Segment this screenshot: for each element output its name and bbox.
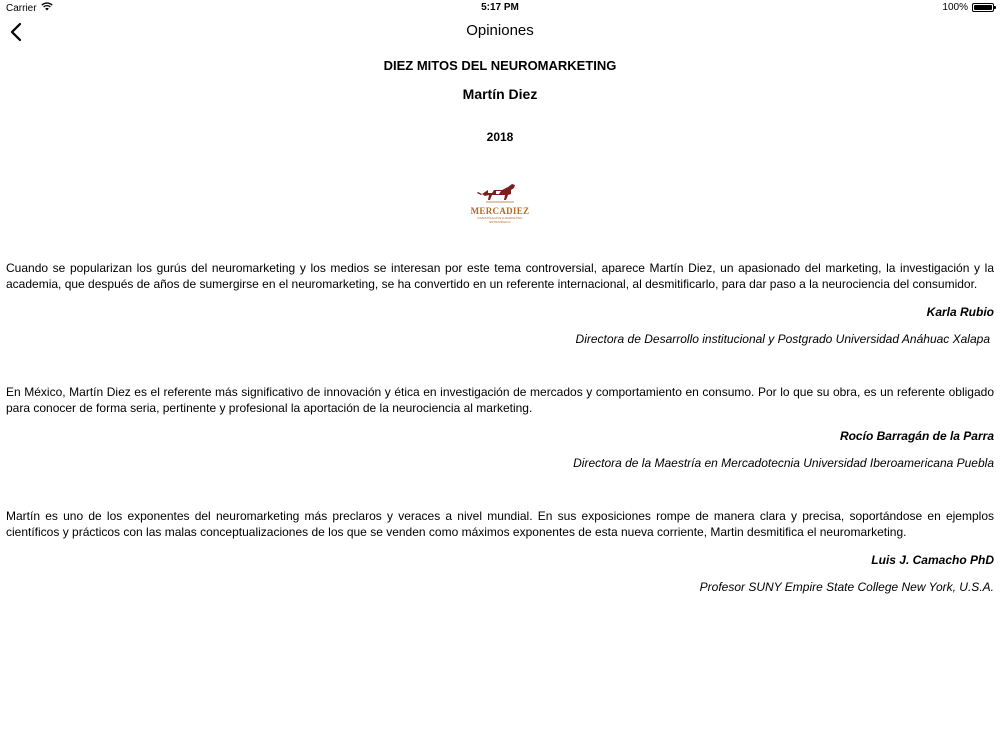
battery-icon [972,3,994,12]
logo-name: MERCADIEZ [470,206,530,216]
battery-percent: 100% [942,2,968,13]
page-title: Opiniones [466,22,534,39]
opinion-text: En México, Martín Diez es el referente más significativo de innovación y ética en investigación de mercados y comportamiento en consumo. Por lo que su obra, es un referente obligado para conocer de forma seria, pertinente y profesional la aportación de la neurociencia al marketing. [6,385,994,415]
opinion-author: Rocío Barragán de la Parra [839,429,994,443]
status-bar [0,0,1000,16]
opinion-text: Cuando se popularizan los gurús del neuromarketing y los medios se interesan por este tema controversial, aparece Martín Diez, un apasionado del marketing, la investigación y la academia, que después de años de sumergirse en el neuromarketing, se ha convertido en un referente internacional, al desmitificarlo, para dar paso a la neurociencia del consumidor. [6,261,994,291]
nav-bar [0,16,1000,48]
opinion-item [6,260,994,347]
book-year: 2018 [486,130,514,144]
logo-tagline: INVESTIGACIÓN & MARKETING ESTRATÉGICO [477,216,523,224]
opinion-author-role: Directora de Desarrollo institucional y Postgrado Universidad Anáhuac Xalapa [575,332,990,346]
opinion-text: Martín es uno de los exponentes del neuromarketing más preclaros y veraces a nivel mundial. En sus exposiciones rompe de manera clara y precisa, soportándose en ejemplos científicos y prácticos con las malas conceptualizaciones de los que se venden como máximos exponentes de esta nueva corriente, Martin desmitifica el neuromarketing. [6,509,994,539]
opinion-author-role: Profesor SUNY Empire State College New York, U.S.A. [699,580,994,594]
opinion-author: Luis J. Camacho PhD [871,553,994,567]
mercadiez-logo [468,178,532,224]
opinion-item [6,508,994,595]
status-right [942,2,994,13]
status-time: 5:17 PM [481,2,519,13]
opinion-author-role: Directora de la Maestría en Mercadotecnia Universidad Iberoamericana Puebla [573,456,994,470]
carrier-label: Carrier [6,2,37,14]
book-author: Martín Diez [462,86,538,102]
opinion-item [6,384,994,471]
dog-logo-icon [468,178,532,208]
opinion-author: Karla Rubio [926,305,994,319]
book-title: DIEZ MITOS DEL NEUROMARKETING [383,58,617,73]
